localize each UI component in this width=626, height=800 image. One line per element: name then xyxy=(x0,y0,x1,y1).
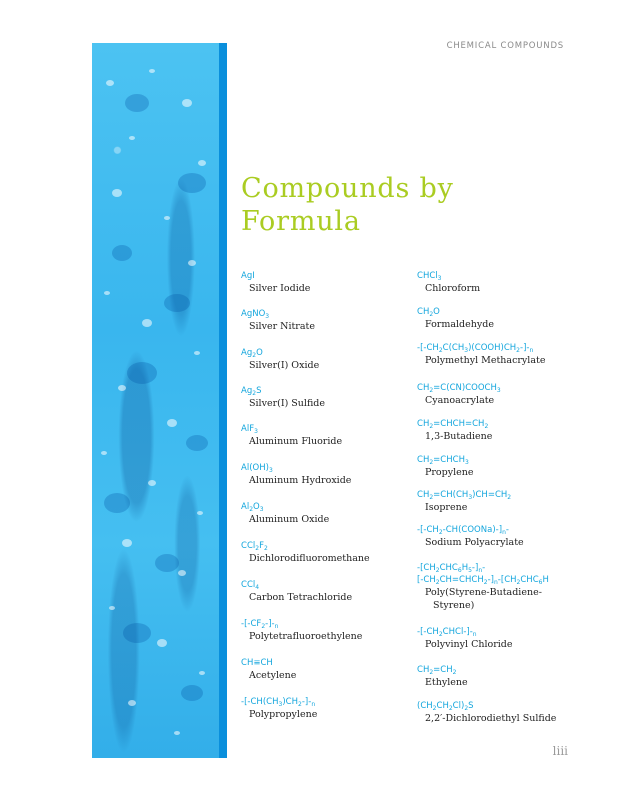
compound-entry xyxy=(417,626,513,651)
compound-entry xyxy=(241,385,325,410)
compound-name: Dichlorodifluoromethane xyxy=(249,553,370,564)
compound-name: 2,2′-Dichlorodiethyl Sulfide xyxy=(425,713,557,724)
compound-name: Polypropylene xyxy=(249,709,318,720)
compound-name: Aluminum Hydroxide xyxy=(249,475,352,486)
compound-name: Isoprene xyxy=(425,502,468,513)
compound-name: Chloroform xyxy=(425,283,481,294)
compound-name: Polyvinyl Chloride xyxy=(425,639,513,650)
compound-name: Polymethyl Methacrylate xyxy=(425,355,546,366)
compound-entry xyxy=(241,696,317,721)
compound-formula: $-[-CH_2C(CH_3)(COOH)CH_2-]-_n$ xyxy=(417,343,534,354)
compound-name: Silver(I) Sulfide xyxy=(249,398,326,409)
page-number: liii xyxy=(552,744,568,758)
compound-name: 1,3-Butadiene xyxy=(425,431,493,442)
compound-entry xyxy=(417,306,494,331)
compound-formula: $Al_2O_3$ xyxy=(241,502,264,513)
compound-name: Silver(I) Oxide xyxy=(249,360,320,371)
compound-formula: CHCl$_3$ xyxy=(417,271,442,282)
compound-name: Propylene xyxy=(425,467,474,478)
compound-name: Ethylene xyxy=(425,677,468,688)
compound-formula: $Al(OH)_3$ xyxy=(241,463,273,474)
compound-entry xyxy=(417,454,474,479)
compound-formula: $-[-CH_2CHCl-]-_n$ xyxy=(417,627,477,638)
compound-formula: $Ag_2S$ xyxy=(241,386,262,397)
compound-name: Silver Iodide xyxy=(249,283,311,294)
compound-entry xyxy=(241,540,370,565)
compound-entry xyxy=(417,489,511,514)
compound-formula: $-[-CF_2-]-_n$ xyxy=(241,619,279,630)
compound-entry xyxy=(241,657,296,682)
compound-formula-continued: $[-CH_2CH=CHCH_2-]_n-[CH_2CHC_6H$ xyxy=(417,575,549,586)
compound-formula: $CH_2=CH_2$ xyxy=(417,665,457,676)
compound-name: Poly(Styrene-Butadiene- xyxy=(425,587,542,598)
compound-entry xyxy=(417,270,480,295)
compound-formula: $-[CH_2CHC_6H_5-]_n-$ xyxy=(417,563,486,574)
compound-entry xyxy=(417,664,468,689)
compound-entry xyxy=(241,501,329,526)
compound-formula: $CH_2O$ xyxy=(417,307,440,318)
compound-name-continued: Styrene) xyxy=(433,600,475,611)
compound-entry xyxy=(241,347,319,372)
compound-name: Acetylene xyxy=(249,670,297,681)
compound-formula: CCl$_4$ xyxy=(241,580,260,591)
water-droplets-image xyxy=(92,43,219,758)
compound-formula: AgI xyxy=(241,271,255,281)
compound-formula: $CH_2=CHCH=CH_2$ xyxy=(417,419,489,430)
title-line-1: Compounds by xyxy=(241,173,454,204)
compound-formula: CH≡CH xyxy=(241,658,273,668)
compound-formula: AlF$_3$ xyxy=(241,424,258,435)
water-image-edge xyxy=(219,43,227,758)
compound-name: Sodium Polyacrylate xyxy=(425,537,524,548)
compound-name: Aluminum Fluoride xyxy=(249,436,343,447)
compound-entry xyxy=(241,618,362,643)
compound-name: Silver Nitrate xyxy=(249,321,315,332)
compound-formula: $CH_2=C(CN)COOCH_3$ xyxy=(417,383,501,394)
compound-formula: $-[-CH(CH_3)CH_2-]-_n$ xyxy=(241,697,316,708)
compound-entry xyxy=(417,700,556,725)
compound-formula: $-[-CH_2-CH(COONa)-]_n-$ xyxy=(417,525,509,536)
compound-entry xyxy=(417,418,492,443)
compound-formula: $CCl_2F_2$ xyxy=(241,541,268,552)
compound-entry xyxy=(417,524,524,549)
compound-formula: $CH_2=CHCH_3$ xyxy=(417,455,469,466)
compound-entry xyxy=(241,579,352,604)
compound-name: Carbon Tetrachloride xyxy=(249,592,353,603)
compound-entry xyxy=(241,423,342,448)
compound-entry xyxy=(417,562,549,612)
compound-entry xyxy=(417,382,501,407)
page-title xyxy=(241,172,454,238)
water-droplets-graphic xyxy=(92,43,219,758)
compound-name: Aluminum Oxide xyxy=(249,514,330,525)
compound-name: Polytetrafluoroethylene xyxy=(249,631,363,642)
title-line-2: Formula xyxy=(241,206,361,237)
compound-formula: $CH_2=CH(CH_3)CH=CH_2$ xyxy=(417,490,512,501)
compound-name: Cyanoacrylate xyxy=(425,395,495,406)
running-head: CHEMICAL COMPOUNDS xyxy=(446,41,564,51)
compound-entry xyxy=(417,342,545,367)
compound-name: Formaldehyde xyxy=(425,319,494,330)
compound-formula: $(CH_2CH_2Cl)_2S$ xyxy=(417,701,474,712)
compound-formula: AgNO$_3$ xyxy=(241,309,270,320)
compound-entry xyxy=(241,462,351,487)
compound-formula: $Ag_2O$ xyxy=(241,348,263,359)
compound-entry xyxy=(241,270,310,295)
compound-entry xyxy=(241,308,315,333)
